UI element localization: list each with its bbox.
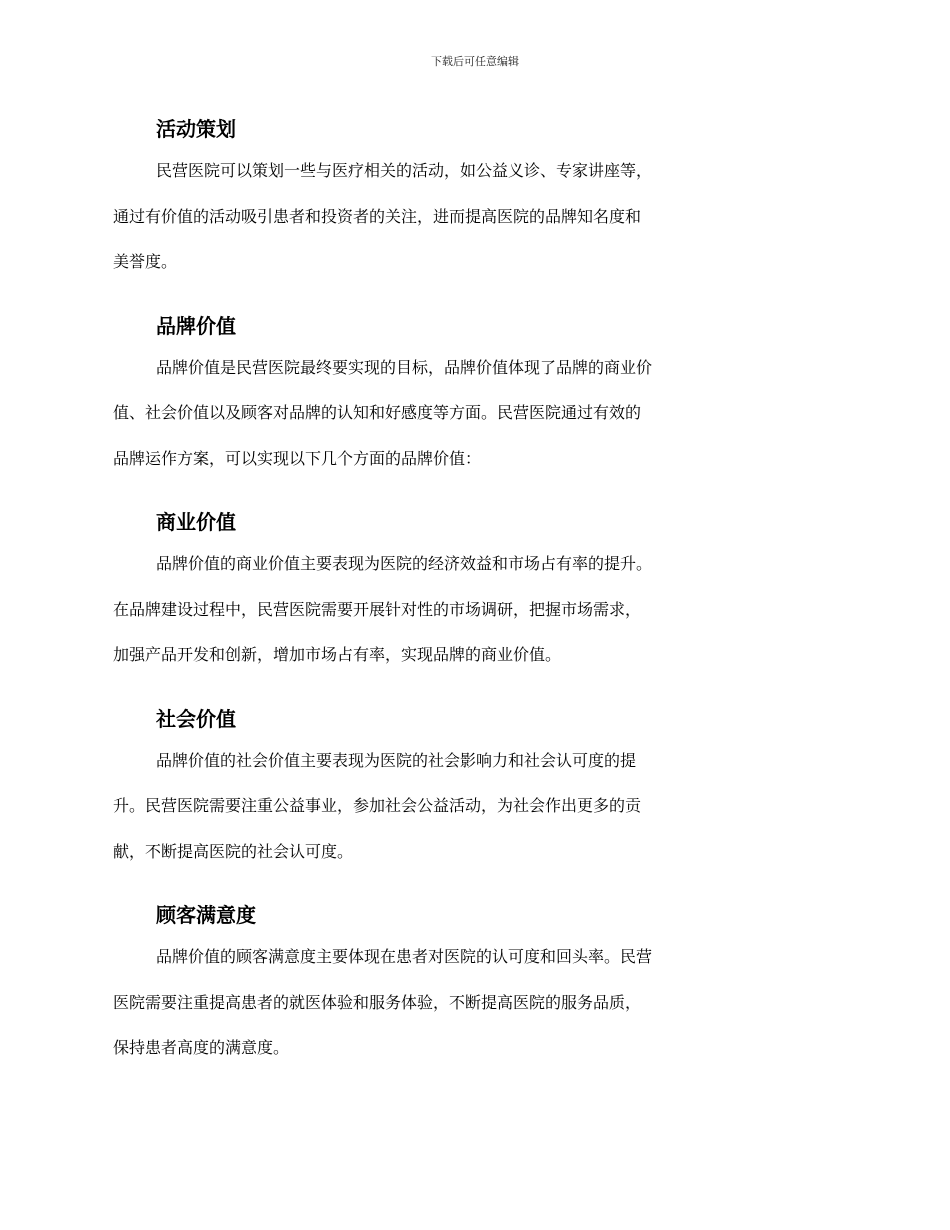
paragraph-line: 在品牌建设过程中，民营医院需要开展针对性的市场调研，把握市场需求，: [113, 599, 642, 619]
section-customer-satisfaction: [113, 896, 831, 1081]
paragraph-line: 值、社会价值以及顾客对品牌的认知和好感度等方面。民营医院通过有效的: [113, 403, 642, 422]
paragraph: [113, 355, 831, 492]
paragraph-line: 品牌价值的商业价值主要表现为医院的经济效益和市场占有率的提升。: [156, 554, 653, 573]
paragraph-line: 加强产品开发和创新，增加市场占有率，实现品牌的商业价值。: [113, 645, 562, 664]
paragraph-line: 民营医院可以策划一些与医疗相关的活动，如公益义诊、专家讲座等，: [156, 161, 653, 180]
paragraph-line: 通过有价值的活动吸引患者和投资者的关注，进而提高医院的品牌知名度和: [113, 206, 642, 226]
section-heading: 社会价值: [156, 706, 236, 731]
paragraph-line: 医院需要注重提高患者的就医体验和服务体验，不断提高医院的服务品质，: [113, 992, 642, 1012]
paragraph-line: 保持患者高度的满意度。: [113, 1038, 290, 1057]
section-heading: 顾客满意度: [156, 903, 256, 927]
paragraph-line: 品牌价值的顾客满意度主要体现在患者对医院的认可度和回头率。民营: [156, 947, 653, 966]
paragraph: [113, 158, 831, 295]
section-social-value: [113, 700, 831, 897]
running-header: 下载后可任意编辑: [431, 55, 519, 68]
section-heading: 品牌价值: [156, 313, 236, 338]
paragraph-line: 献，不断提高医院的社会认可度。: [113, 841, 354, 861]
section-heading: 活动策划: [156, 117, 236, 141]
section-brand-value: [113, 307, 831, 504]
paragraph-line: 品牌运作方案，可以实现以下几个方面的品牌价值：: [113, 448, 482, 468]
document-body: [113, 110, 831, 1081]
paragraph-line: 品牌价值是民营医院最终要实现的目标，品牌价值体现了品牌的商业价: [156, 357, 653, 377]
section-activity-planning: [113, 110, 831, 307]
paragraph: [113, 944, 831, 1081]
paragraph-line: 品牌价值的社会价值主要表现为医院的社会影响力和社会认可度的提: [156, 750, 637, 770]
section-heading: 商业价值: [156, 510, 236, 534]
paragraph-line: 升。民营医院需要注重公益事业，参加社会公益活动，为社会作出更多的贡: [113, 796, 642, 815]
paragraph: [113, 551, 831, 688]
section-commercial-value: [113, 503, 831, 700]
paragraph-line: 美誉度。: [113, 252, 178, 271]
paragraph: [113, 748, 831, 885]
